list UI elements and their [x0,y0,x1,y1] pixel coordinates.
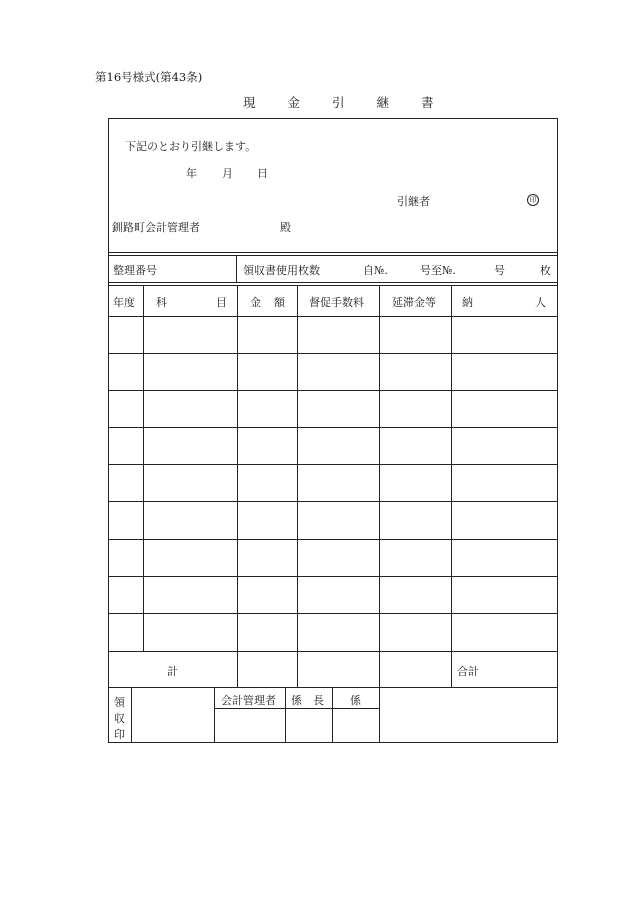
addressee-label: 釧路町会計管理者 [112,221,200,234]
table-row-line [108,651,558,652]
receipt-stamp-char: 収 [114,712,125,725]
title-char: 引 [332,95,345,110]
table-column-line [451,286,452,687]
header-late-charges: 延滞金等 [392,296,436,309]
date-day-label: 日 [257,167,268,180]
header-payer-right: 人 [535,296,546,309]
section-divider [108,282,558,283]
form-frame [108,118,558,743]
header-year: 年度 [113,296,135,309]
table-row-line [108,427,558,428]
section-divider [108,252,558,253]
date-year-label: 年 [186,167,197,180]
date-month-label: 月 [222,167,233,180]
title-char: 書 [421,95,434,110]
title-char: 継 [376,95,390,110]
table-column-line [143,286,144,651]
table-column-line [297,286,298,687]
section-chief-stamp-label: 係 長 [291,694,324,707]
receipt-stamp-char: 印 [114,728,125,741]
table-row-line [108,353,558,354]
table-row-line [108,464,558,465]
header-payer-left: 納 [462,296,473,309]
header-amount-left: 金 [250,296,261,309]
title-char: 金 [287,95,301,110]
title-char: 現 [243,95,256,110]
transfer-statement: 下記のとおり引継します。 [125,140,257,153]
table-row-line [108,576,558,577]
treasurer-stamp-label: 会計管理者 [221,694,276,707]
table-row-line [108,316,558,317]
document-title [243,93,466,111]
table-row-line [108,501,558,502]
table-row-line [108,539,558,540]
table-column-line [379,286,380,687]
table-row-line [108,390,558,391]
table-row-line [108,613,558,614]
stamp-column-line [214,688,215,742]
stamp-column-line [332,688,333,742]
seal-mark-icon: 印 [527,194,539,206]
total-label: 計 [167,665,178,678]
table-row-line [108,687,558,688]
to-number-label: 号至№. [420,264,456,277]
number-suffix-label: 号 [494,264,505,277]
section-divider [108,255,558,256]
table-column-line [237,286,238,687]
grand-total-label: 合計 [457,665,479,678]
info-row-divider [236,256,237,282]
successor-label: 引継者 [397,195,430,208]
header-item-right: 目 [216,296,227,309]
honorific-label: 殿 [280,221,291,234]
stamp-header-line [214,708,379,709]
serial-number-label: 整理番号 [113,264,157,277]
header-item-left: 科 [156,296,167,309]
receipts-used-label: 領収書使用枚数 [243,264,320,277]
stamp-column-line [131,688,132,742]
stamp-column-line [285,688,286,742]
staff-stamp-label: 係 [350,694,361,707]
header-dunning-fee: 督促手数料 [309,296,364,309]
from-number-label: 自№. [363,264,388,277]
stamp-column-line [379,688,380,742]
sheets-suffix-label: 枚 [540,264,551,277]
header-amount-right: 額 [274,296,285,309]
form-number-label: 第16号様式(第43条) [95,70,203,84]
section-divider [108,285,558,286]
receipt-stamp-char: 領 [114,696,125,709]
